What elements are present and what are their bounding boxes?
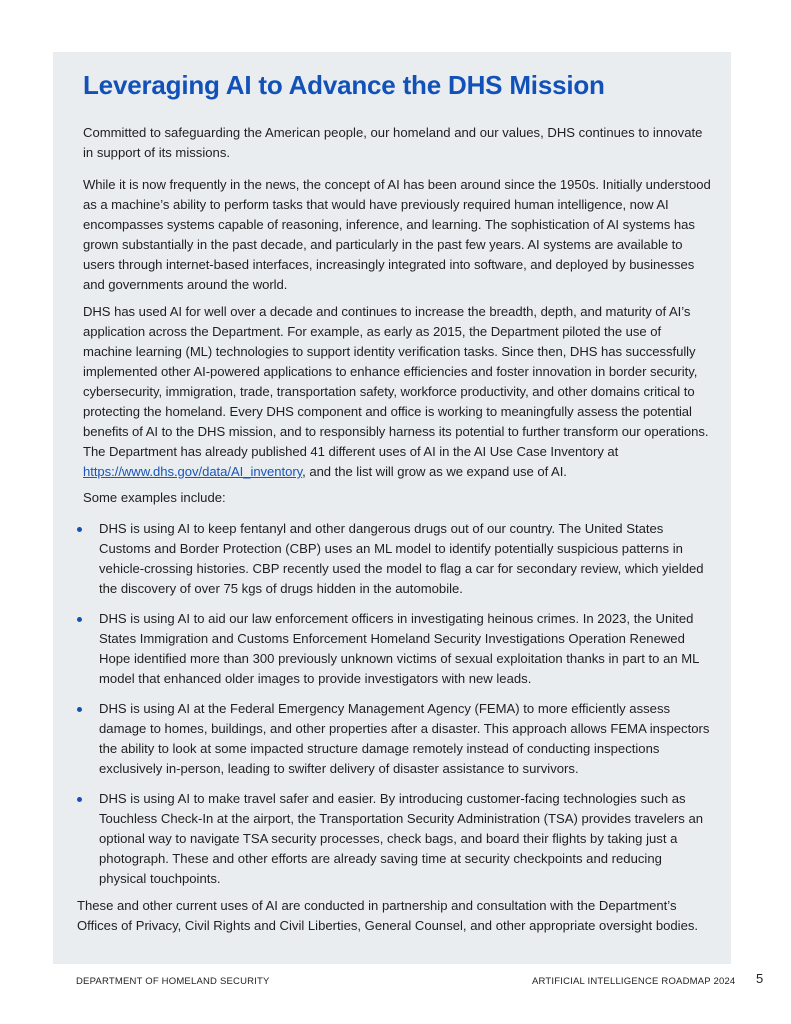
closing-paragraph: These and other current uses of AI are conducted in partnership and consultation with the Department’s Offices of Privacy, Civil Rights and Civil Liberties, General Counsel, and other appropriate oversight bodies. bbox=[77, 898, 699, 933]
bullet-icon bbox=[77, 527, 82, 532]
bullet-icon bbox=[77, 617, 82, 622]
dhs-use-text-end: , and the list will grow as we expand use of AI. bbox=[302, 464, 567, 479]
list-item-text: DHS is using AI to aid our law enforcement officers in investigating heinous crimes. In 2023, the United States Immigration and Customs Enforcement Homeland Security Investigations Operation Renewed Hope identified more than 300 previously unknown victims of sexual exploitation thanks in part to an ML model that enhanced older images to provide investigators with new leads. bbox=[99, 611, 699, 686]
ai-inventory-link[interactable]: https://www.dhs.gov/data/AI_inventory bbox=[83, 464, 303, 479]
list-item bbox=[77, 519, 717, 599]
bullet-icon bbox=[77, 797, 82, 802]
history-paragraph: While it is now frequently in the news, the concept of AI has been around since the 1950s. Initially understood as a machine’s ability to perform tasks that would have previously required human intelligence, now AI encompasses systems capable of reasoning, inference, and learning. The sophistication of AI systems has grown substantially in the past decade, and particularly in the past few years. AI systems are available to users through internet-based interfaces, increasingly integrated into software, and deployed by businesses and governments around the world. bbox=[83, 177, 711, 292]
examples-intro: Some examples include: bbox=[83, 490, 226, 505]
list-item bbox=[77, 789, 717, 889]
page-number: 5 bbox=[756, 971, 764, 986]
list-item bbox=[77, 609, 717, 689]
list-item-text: DHS is using AI at the Federal Emergency Management Agency (FEMA) to more efficiently assess damage to homes, buildings, and other properties after a disaster. This approach allows FEMA inspectors the ability to look at some impacted structure damage remotely instead of conducting inspections exclusively in-person, leading to swifter delivery of disaster assistance to survivors. bbox=[99, 701, 710, 776]
examples-list bbox=[77, 519, 717, 899]
list-item-text: DHS is using AI to keep fentanyl and other dangerous drugs out of our country. The United States Customs and Border Protection (CBP) uses an ML model to identify potentially suspicious patterns in vehicle-crossing histories. CBP recently used the model to flag a car for secondary review, which yielded the discovery of over 75 kgs of drugs hidden in the automobile. bbox=[99, 521, 704, 596]
footer-department: DEPARTMENT OF HOMELAND SECURITY bbox=[76, 976, 270, 987]
footer-document-title: ARTIFICIAL INTELLIGENCE ROADMAP 2024 bbox=[532, 976, 736, 987]
intro-paragraph: Committed to safeguarding the American people, our homeland and our values, DHS continues to innovate in support of its missions. bbox=[83, 125, 703, 160]
dhs-use-text-start: DHS has used AI for well over a decade and continues to increase the breadth, depth, and maturity of AI’s application across the Department. For example, as early as 2015, the Department piloted the use of machine learning (ML) technologies to support identity verification tasks. Since then, DHS has successfully implemented other AI-powered applications to enhance efficiencies and foster innovation in border security, cybersecurity, immigration, trade, transportation safety, workforce productivity, and other domains critical to protecting the homeland. Every DHS component and office is working to meaningfully assess the potential benefits of AI to the DHS mission, and to responsibly harness its potential to further transform our operations. The Department has already published 41 different uses of AI in the AI Use Case Inventory at bbox=[83, 304, 709, 459]
list-item-text: DHS is using AI to make travel safer and easier. By introducing customer-facing technologies such as Touchless Check-In at the airport, the Transportation Security Administration (TSA) provides travelers an optional way to navigate TSA security processes, check bags, and board their flights by taking just a photograph. These and other efforts are already saving time at security checkpoints and reducing physical touchpoints. bbox=[99, 791, 704, 886]
bullet-icon bbox=[77, 707, 82, 712]
list-item bbox=[77, 699, 717, 779]
dhs-use-paragraph bbox=[83, 302, 713, 482]
page-title: Leveraging AI to Advance the DHS Mission bbox=[83, 70, 605, 100]
